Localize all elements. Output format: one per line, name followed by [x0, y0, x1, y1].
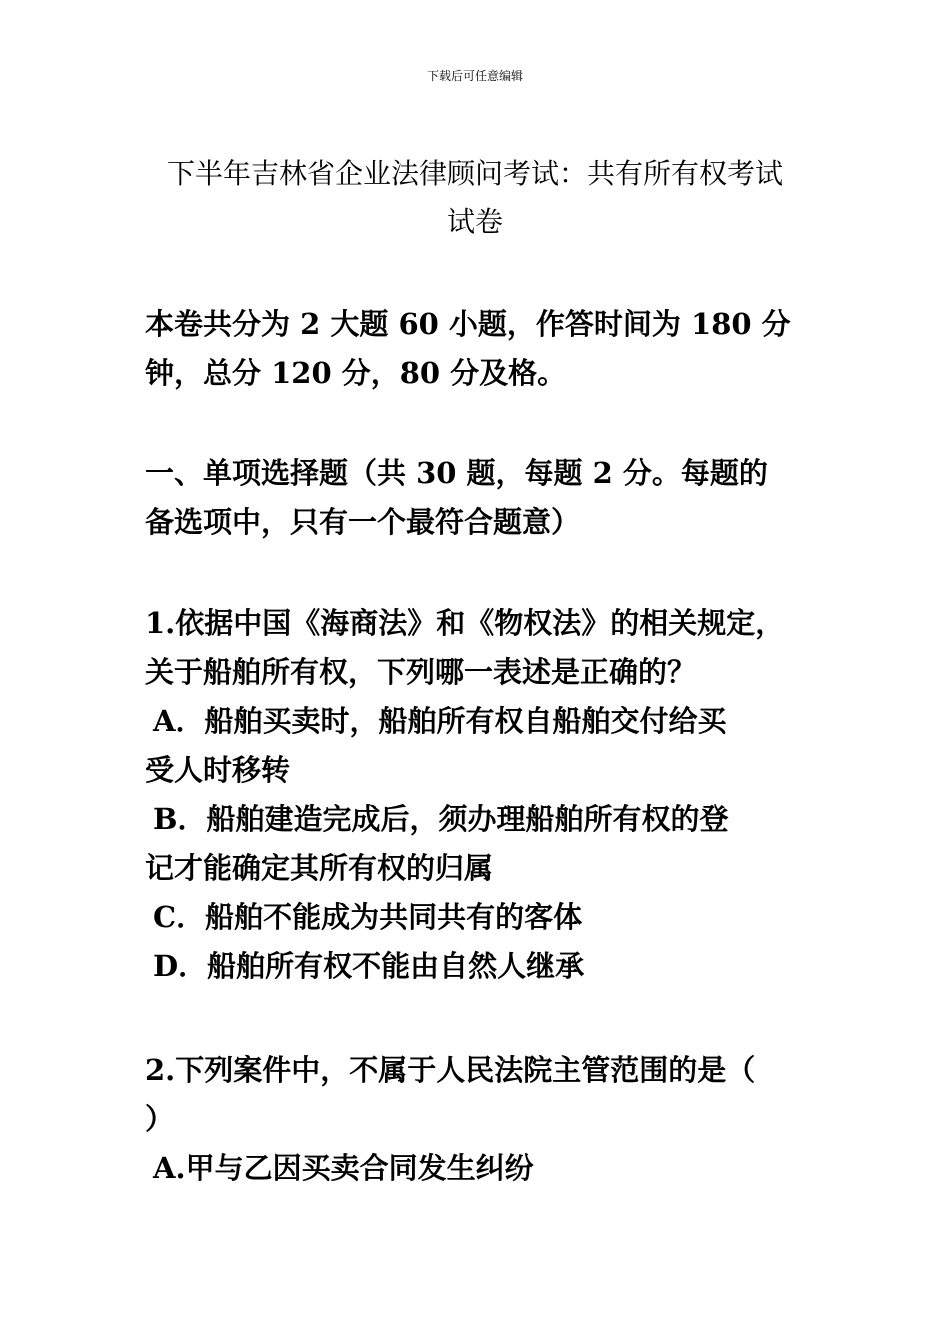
question-2-option-a: A.甲与乙因买卖合同发生纠纷: [153, 1151, 534, 1185]
question-2: [145, 1046, 825, 1193]
section-heading: [145, 449, 825, 547]
header-note: 下载后可任意编辑: [426, 69, 523, 83]
question-1-option-b-cont: 记才能确定其所有权的归属: [145, 851, 494, 885]
question-1-option-c: C．船舶不能成为共同共有的客体: [153, 900, 583, 934]
question-2-stem-line-1: 2.下列案件中，不属于人民法院主管范围的是（: [145, 1053, 756, 1087]
question-1-option-b: B．船舶建造完成后，须办理船舶所有权的登: [153, 802, 729, 836]
question-1-option-a: A．船舶买卖时，船舶所有权自船舶交付给买: [153, 704, 727, 738]
intro-line-2: 钟，总分 120 分，80 分及格。: [145, 356, 567, 390]
section-line-1: 一、单项选择题（共 30 题，每题 2 分。每题的: [145, 456, 768, 490]
question-1-stem-line-1: 1.依据中国《海商法》和《物权法》的相关规定，: [145, 606, 785, 640]
title-line-2: 试卷: [446, 205, 503, 238]
exam-intro: [145, 300, 825, 398]
question-1: [145, 599, 825, 991]
title-line-1: 下半年吉林省企业法律顾问考试：共有所有权考试: [166, 157, 783, 190]
section-line-2: 备选项中，只有一个最符合题意）: [145, 505, 581, 539]
question-1-stem-line-2: 关于船舶所有权，下列哪一表述是正确的？: [145, 655, 697, 689]
document-title: [140, 150, 810, 246]
intro-line-1: 本卷共分为 2 大题 60 小题，作答时间为 180 分: [145, 307, 791, 341]
question-2-stem-line-2: ）: [145, 1102, 175, 1136]
question-1-option-a-cont: 受人时移转: [145, 753, 291, 787]
question-1-option-d: D．船舶所有权不能由自然人继承: [153, 949, 585, 983]
